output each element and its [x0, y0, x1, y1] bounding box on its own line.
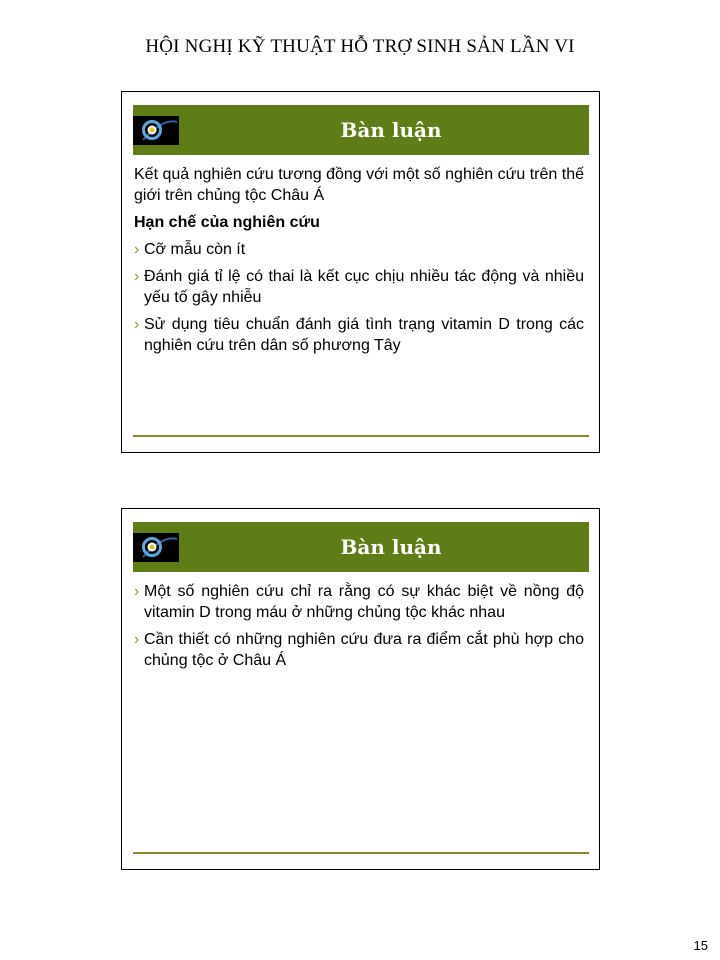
list-item-text: Cỡ mẫu còn ít	[144, 241, 246, 258]
page-number: 15	[693, 938, 708, 953]
eye-logo-icon	[133, 533, 179, 562]
list-item-text: Sử dụng tiêu chuẩn đánh giá tình trạng vitamin D trong các nghiên cứu trên dân số phương Tây	[144, 316, 584, 354]
slide-title: Bàn luận	[340, 535, 442, 559]
slide-1	[121, 91, 600, 453]
list-item	[134, 266, 584, 308]
list-item	[134, 314, 584, 356]
slide-title-bar	[133, 522, 589, 572]
chevron-right-icon: ›	[134, 316, 140, 333]
page-header: HỘI NGHỊ KỸ THUẬT HỖ TRỢ SINH SẢN LẦN VI	[145, 36, 575, 57]
footer-rule	[133, 435, 589, 437]
slide-content	[134, 164, 584, 362]
footer-rule	[133, 852, 589, 854]
chevron-right-icon: ›	[134, 268, 140, 285]
slide-content	[134, 581, 584, 677]
list-item-text: Cần thiết có những nghiên cứu đưa ra điểm cắt phù hợp cho chủng tộc ở Châu Á	[144, 631, 584, 669]
list-item-text: Đánh giá tỉ lệ có thai là kết cục chịu nhiều tác động và nhiều yếu tố gây nhiễu	[144, 268, 584, 306]
chevron-right-icon: ›	[134, 631, 140, 648]
list-item-text: Một số nghiên cứu chỉ ra rằng có sự khác biệt về nồng độ vitamin D trong máu ở những chủng tộc khác nhau	[144, 583, 584, 621]
intro-text: Kết quả nghiên cứu tương đồng với một số nghiên cứu trên thế giới trên chủng tộc Châu Á	[134, 166, 584, 204]
list-item	[134, 581, 584, 623]
slide-title: Bàn luận	[340, 118, 442, 142]
chevron-right-icon: ›	[134, 583, 140, 600]
eye-logo-icon	[133, 116, 179, 145]
chevron-right-icon: ›	[134, 241, 140, 258]
list-item	[134, 629, 584, 671]
slide-2	[121, 508, 600, 870]
subheading: Hạn chế của nghiên cứu	[134, 214, 320, 231]
list-item	[134, 239, 584, 260]
slide-title-bar	[133, 105, 589, 155]
